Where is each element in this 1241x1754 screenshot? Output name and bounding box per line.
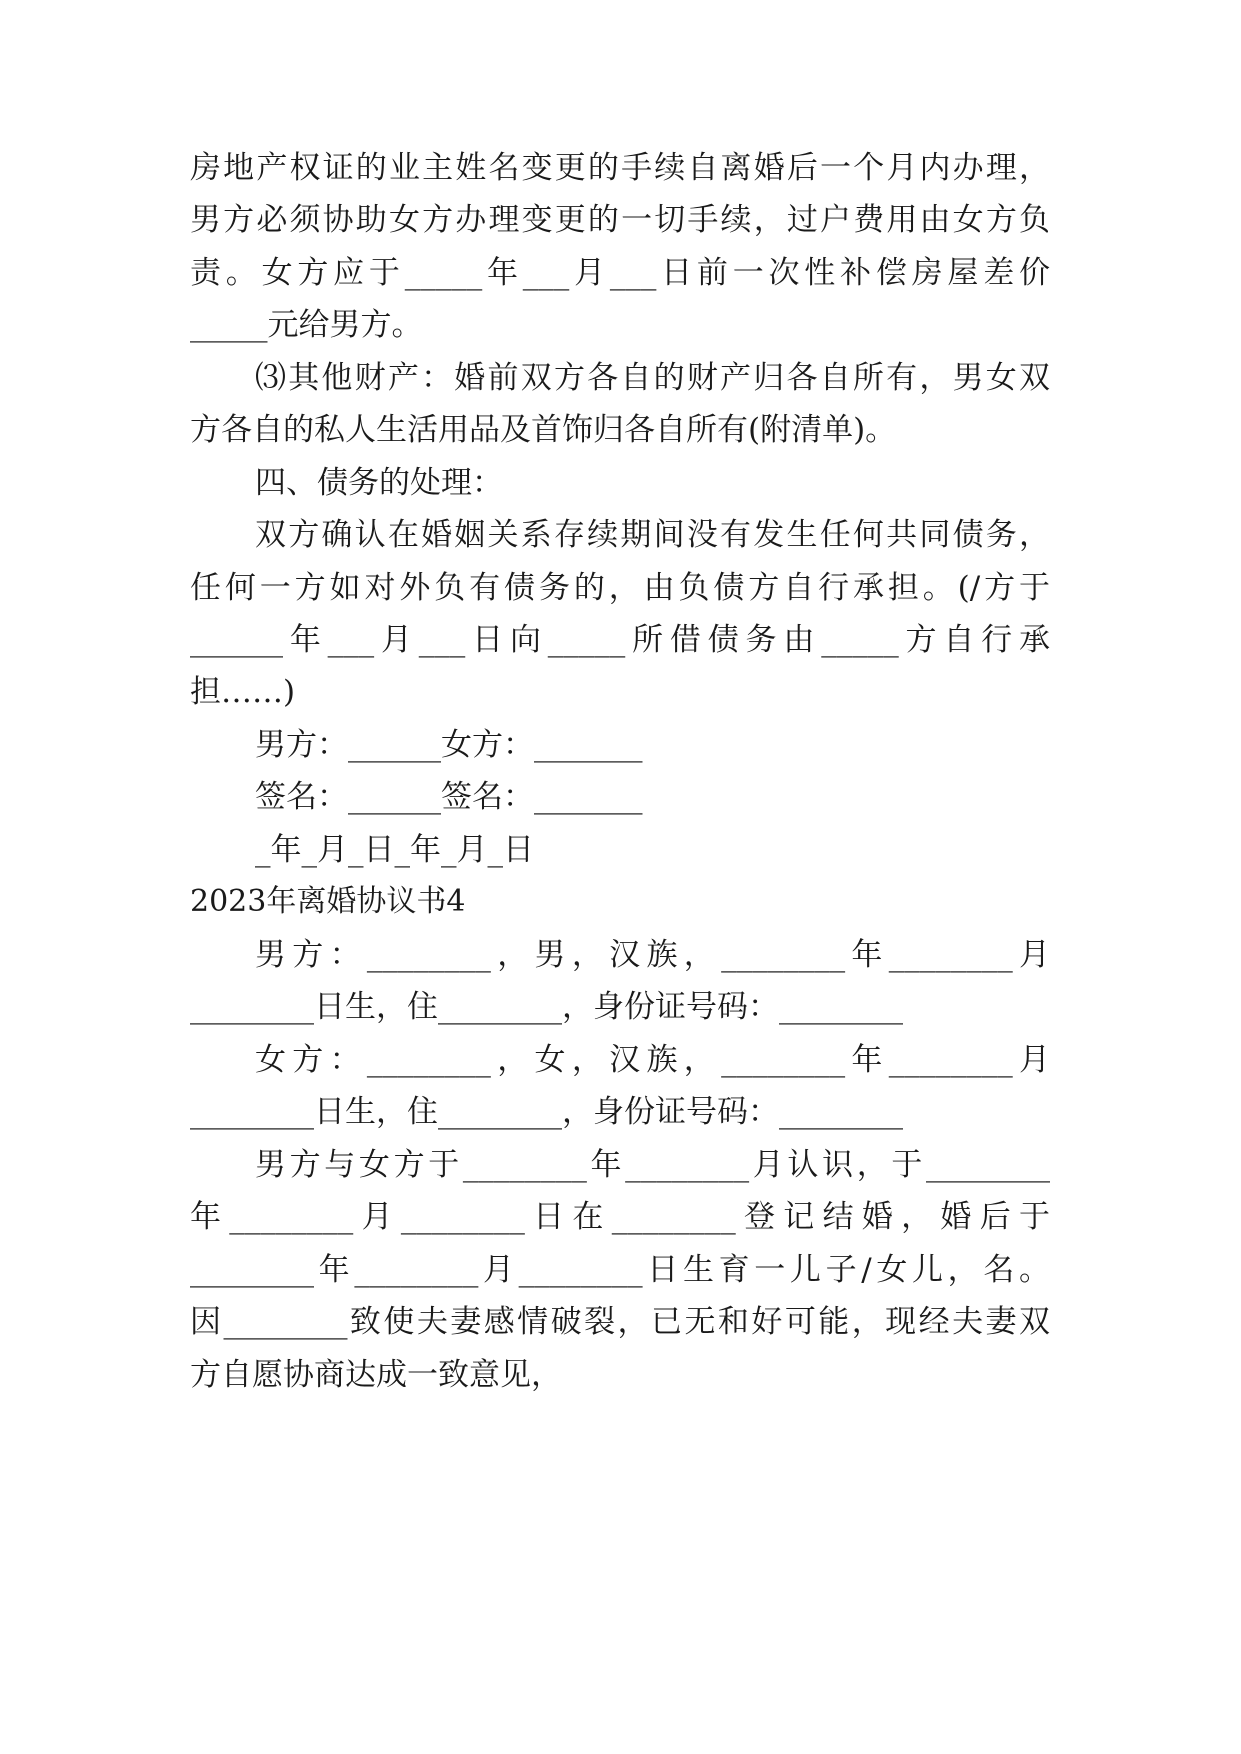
text-line: 女方：________，女，汉族，________年________月 bbox=[255, 1042, 1050, 1078]
text-line: 房地产权证的业主姓名变更的手续自离婚后一个月内办理， bbox=[190, 150, 1050, 186]
text-line: 方自愿协商达成一致意见， bbox=[190, 1357, 562, 1393]
text-line: ______年___月___日向_____所借债务由_____方自行承 bbox=[190, 622, 1050, 658]
text-line: 责。女方应于_____年___月___日前一次性补偿房屋差价 bbox=[190, 255, 1050, 291]
text-line: 男方必须协助女方办理变更的一切手续，过户费用由女方负 bbox=[190, 202, 1050, 238]
text-line: ________日生，住________，身份证号码：________ bbox=[190, 1094, 903, 1130]
text-line: 方各自的私人生活用品及首饰归各自所有(附清单)。 bbox=[190, 412, 897, 448]
text-line: 担……) bbox=[190, 674, 296, 710]
document-title: 2023年离婚协议书4 bbox=[190, 884, 466, 919]
text-line: 男方：________，男，汉族，________年________月 bbox=[255, 937, 1050, 973]
text-line: ________年________月________日生育一儿子/女儿，名。 bbox=[190, 1252, 1050, 1288]
text-line: 任何一方如对外负有债务的，由负债方自行承担。(/方于 bbox=[190, 570, 1050, 606]
section-heading: 四、债务的处理： bbox=[255, 465, 503, 501]
signature-party-line: 男方：______女方：_______ bbox=[255, 727, 643, 763]
text-line: 因________致使夫妻感情破裂，已无和好可能，现经夫妻双 bbox=[190, 1304, 1050, 1340]
text-line: 男方与女方于________年________月认识，于________ bbox=[255, 1147, 1050, 1183]
text-line: ⑶其他财产：婚前双方各自的财产归各自所有，男女双 bbox=[255, 360, 1050, 396]
text-line: _____元给男方。 bbox=[190, 307, 423, 343]
text-line: 双方确认在婚姻关系存续期间没有发生任何共同债务， bbox=[255, 517, 1050, 553]
text-line: 年________月________日在________登记结婚，婚后于 bbox=[190, 1199, 1050, 1235]
text-line: ________日生，住________，身份证号码：________ bbox=[190, 989, 903, 1025]
signature-date-line: _年_月_日_年_月_日 bbox=[255, 832, 534, 868]
signature-name-line: 签名：______签名：_______ bbox=[255, 779, 643, 815]
